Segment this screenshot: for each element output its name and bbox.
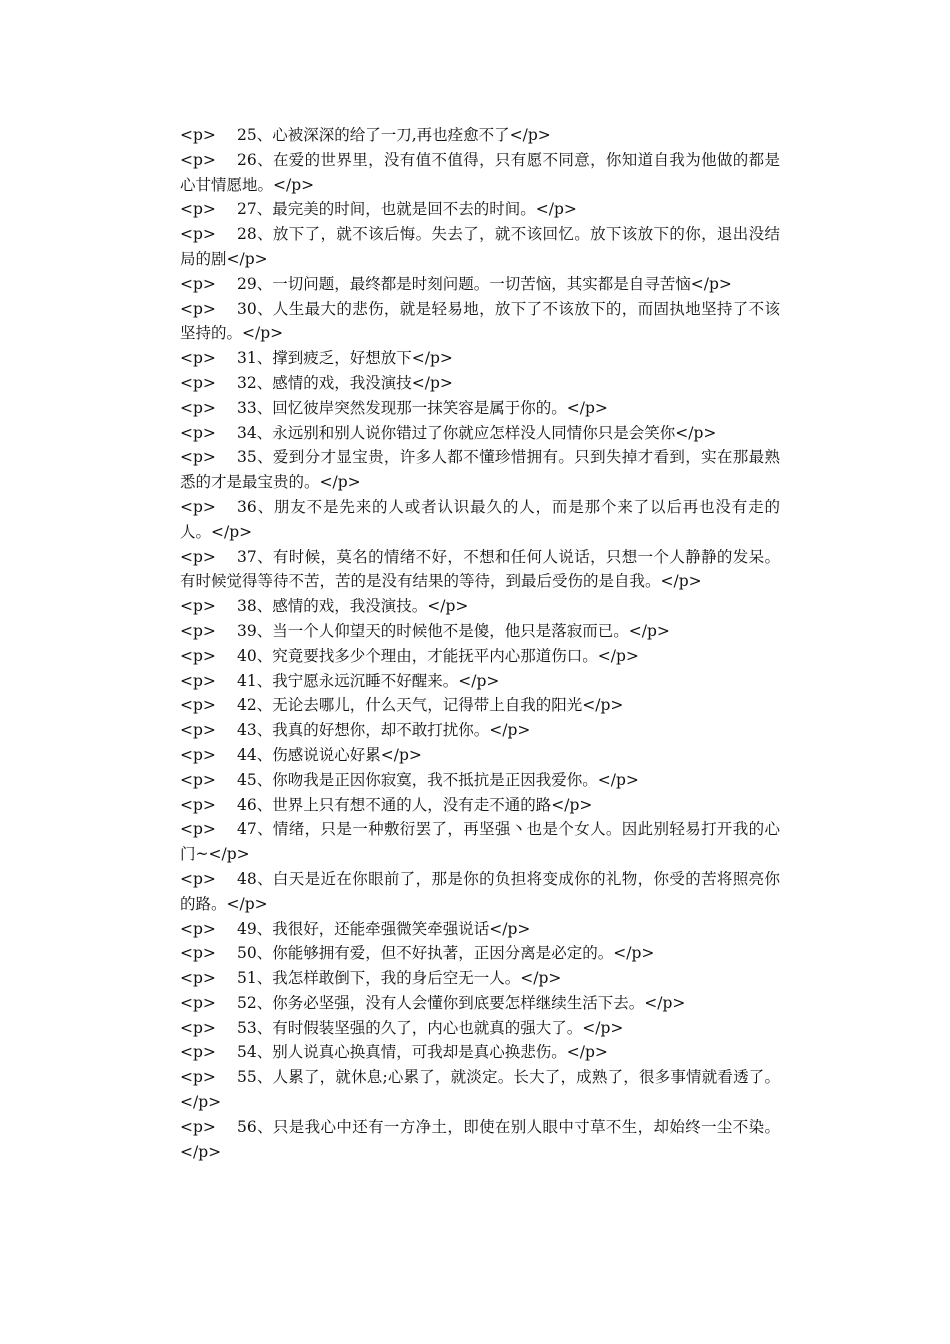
paragraph-close-tag: </p> <box>628 621 670 640</box>
paragraph-open-tag: <p> <box>180 200 216 219</box>
paragraph <box>180 768 780 793</box>
paragraph-close-tag: </p> <box>180 1142 222 1161</box>
paragraph-close-tag: </p> <box>535 200 577 219</box>
paragraph <box>180 941 780 966</box>
paragraph <box>180 1115 780 1165</box>
paragraph <box>180 1065 780 1115</box>
paragraph-text: 31、撑到疲乏，好想放下 <box>237 349 412 368</box>
paragraph-open-tag: <p> <box>180 721 216 740</box>
paragraph-open-tag: <p> <box>180 398 216 417</box>
paragraph <box>180 222 780 272</box>
paragraph-text: 39、当一个人仰望天的时候他不是傻，他只是落寂而已。 <box>237 621 629 640</box>
paragraph-open-tag: <p> <box>180 944 216 963</box>
paragraph-close-tag: </p> <box>597 770 639 789</box>
paragraph <box>180 594 780 619</box>
paragraph-text: 32、感情的戏，我没演技 <box>237 373 412 392</box>
paragraph <box>180 495 780 545</box>
paragraph-close-tag: </p> <box>489 721 531 740</box>
paragraph-open-tag: <p> <box>180 770 216 789</box>
paragraph-text: 56、只是我心中还有一方净土，即使在别人眼中寸草不生，却始终一尘不染。 <box>237 1117 780 1136</box>
paragraph-text: 55、人累了，就休息;心累了，就淡定。长大了，成熟了，很多事情就看透了。 <box>237 1068 780 1087</box>
paragraph-close-tag: </p> <box>613 944 655 963</box>
paragraph-close-tag: </p> <box>597 646 639 665</box>
paragraph-open-tag: <p> <box>180 274 216 293</box>
paragraph-close-tag: </p> <box>566 1043 608 1062</box>
paragraph <box>180 718 780 743</box>
paragraph-text: 41、我宁愿永远沉睡不好醒来。 <box>237 671 459 690</box>
paragraph-text: 26、在爱的世界里，没有值不值得，只有愿不同意，你知道自我为他做的都是心甘情愿地。 <box>180 150 780 194</box>
paragraph-close-tag: </p> <box>380 745 422 764</box>
paragraph-close-tag: </p> <box>660 572 702 591</box>
paragraph <box>180 545 780 595</box>
paragraph-open-tag: <p> <box>180 349 216 368</box>
paragraph-open-tag: <p> <box>180 745 216 764</box>
paragraph-close-tag: </p> <box>273 175 315 194</box>
paragraph-text: 51、我怎样敢倒下，我的身后空无一人。 <box>237 969 521 988</box>
paragraph-text: 45、你吻我是正因你寂寞，我不抵抗是正因我爱你。 <box>237 770 598 789</box>
paragraph-close-tag: </p> <box>690 274 732 293</box>
paragraph-open-tag: <p> <box>180 225 216 244</box>
paragraph-open-tag: <p> <box>180 993 216 1012</box>
paragraph-text: 48、白天是近在你眼前了，那是你的负担将变成你的礼物，你受的苦将照亮你的路。 <box>180 869 780 913</box>
paragraph-close-tag: </p> <box>411 349 453 368</box>
paragraph-open-tag: <p> <box>180 1043 216 1062</box>
paragraph-open-tag: <p> <box>180 597 216 616</box>
paragraph-open-tag: <p> <box>180 696 216 715</box>
paragraph-close-tag: </p> <box>509 126 551 144</box>
paragraph-text: 47、情绪，只是一种敷衍罢了，再坚强丶也是个女人。因此别轻易打开我的心门~ <box>180 820 780 864</box>
paragraph <box>180 346 780 371</box>
paragraph-text: 29、一切问题，最终都是时刻问题。一切苦恼，其实都是自寻苦恼 <box>237 274 691 293</box>
paragraph <box>180 197 780 222</box>
paragraph-text: 28、放下了，就不该后悔。失去了，就不该回忆。放下该放下的你，退出没结局的剧 <box>180 225 780 268</box>
paragraph-open-tag: <p> <box>180 497 216 516</box>
paragraph <box>180 396 780 421</box>
paragraph <box>180 1040 780 1065</box>
paragraph-text: 49、我很好，还能牵强微笑牵强说话 <box>237 919 490 938</box>
paragraph-close-tag: </p> <box>458 671 500 690</box>
paragraph-close-tag: </p> <box>411 373 453 392</box>
paragraph-close-tag: </p> <box>211 522 253 541</box>
paragraph-open-tag: <p> <box>180 299 216 318</box>
paragraph <box>180 297 780 347</box>
paragraph <box>180 817 780 867</box>
paragraph-close-tag: </p> <box>242 324 284 343</box>
paragraph-close-tag: </p> <box>566 398 608 417</box>
paragraph-text: 38、感情的戏，我没演技。 <box>237 597 428 616</box>
paragraph-close-tag: </p> <box>489 919 531 938</box>
paragraph-open-tag: <p> <box>180 820 216 839</box>
paragraph-open-tag: <p> <box>180 621 216 640</box>
paragraph-open-tag: <p> <box>180 126 216 144</box>
paragraph-open-tag: <p> <box>180 150 216 169</box>
paragraph <box>180 1016 780 1041</box>
paragraph <box>180 793 780 818</box>
paragraph-text: 30、人生最大的悲伤，就是轻易地，放下了不该放下的，而固执地坚持了不该坚持的。 <box>180 299 780 343</box>
paragraph <box>180 917 780 942</box>
paragraph <box>180 743 780 768</box>
paragraph <box>180 991 780 1016</box>
paragraph-text: 43、我真的好想你，却不敢打扰你。 <box>237 721 490 740</box>
paragraph <box>180 272 780 297</box>
paragraph-close-tag: </p> <box>582 696 624 715</box>
paragraph-open-tag: <p> <box>180 646 216 665</box>
paragraph-close-tag: </p> <box>427 597 469 616</box>
paragraph-close-tag: </p> <box>319 473 361 492</box>
paragraph <box>180 371 780 396</box>
paragraph <box>180 148 780 198</box>
paragraph-text: 53、有时假装坚强的久了，内心也就真的强大了。 <box>237 1018 583 1037</box>
paragraph-list <box>180 123 780 1164</box>
paragraph <box>180 867 780 917</box>
paragraph-text: 42、无论去哪儿，什么天气，记得带上自我的阳光 <box>237 696 583 715</box>
paragraph <box>180 445 780 495</box>
paragraph-text: 34、永远别和别人说你错过了你就应怎样没人同情你只是会笑你 <box>237 423 676 442</box>
paragraph-open-tag: <p> <box>180 869 216 888</box>
paragraph-close-tag: </p> <box>675 423 717 442</box>
paragraph <box>180 619 780 644</box>
paragraph <box>180 693 780 718</box>
paragraph-close-tag: </p> <box>226 894 268 913</box>
paragraph-text: 27、最完美的时间，也就是回不去的时间。 <box>237 200 536 219</box>
paragraph <box>180 669 780 694</box>
paragraph-text: 25、心被深深的给了一刀,再也痊愈不了 <box>237 126 510 144</box>
paragraph-text: 50、你能够拥有爱，但不好执著，正因分离是必定的。 <box>237 944 614 963</box>
paragraph-open-tag: <p> <box>180 795 216 814</box>
paragraph-text: 36、朋友不是先来的人或者认识最久的人，而是那个来了以后再也没有走的人。 <box>180 497 780 541</box>
paragraph <box>180 966 780 991</box>
paragraph-open-tag: <p> <box>180 969 216 988</box>
paragraph-text: 46、世界上只有想不通的人，没有走不通的路 <box>237 795 552 814</box>
paragraph-open-tag: <p> <box>180 448 216 467</box>
paragraph-open-tag: <p> <box>180 547 216 566</box>
paragraph-close-tag: </p> <box>208 845 250 864</box>
paragraph-close-tag: </p> <box>180 1093 222 1112</box>
paragraph-text: 40、究竟要找多少个理由，才能抚平内心那道伤口。 <box>237 646 598 665</box>
paragraph-open-tag: <p> <box>180 1068 216 1087</box>
paragraph-open-tag: <p> <box>180 1018 216 1037</box>
paragraph <box>180 644 780 669</box>
paragraph-open-tag: <p> <box>180 1117 216 1136</box>
paragraph-text: 54、别人说真心换真情，可我却是真心换悲伤。 <box>237 1043 567 1062</box>
paragraph-close-tag: </p> <box>582 1018 624 1037</box>
paragraph-open-tag: <p> <box>180 919 216 938</box>
paragraph-text: 33、回忆彼岸突然发现那一抹笑容是属于你的。 <box>237 398 567 417</box>
paragraph-text: 37、有时候，莫名的情绪不好，不想和任何人说话，只想一个人静静的发呆。有时候觉得等待不苦，苦的是没有结果的等待，到最后受伤的是自我。 <box>180 547 780 591</box>
paragraph <box>180 123 780 148</box>
paragraph-close-tag: </p> <box>644 993 686 1012</box>
paragraph <box>180 421 780 446</box>
paragraph-open-tag: <p> <box>180 423 216 442</box>
paragraph-text: 44、伤感说说心好累 <box>237 745 381 764</box>
paragraph-text: 35、爱到分才显宝贵，许多人都不懂珍惜拥有。只到失掉才看到，实在那最熟悉的才是最宝贵的。 <box>180 448 780 492</box>
paragraph-close-tag: </p> <box>520 969 562 988</box>
paragraph-open-tag: <p> <box>180 671 216 690</box>
paragraph-close-tag: </p> <box>551 795 593 814</box>
paragraph-open-tag: <p> <box>180 373 216 392</box>
paragraph-text: 52、你务必坚强，没有人会懂你到底要怎样继续生活下去。 <box>237 993 645 1012</box>
paragraph-close-tag: </p> <box>226 249 268 268</box>
